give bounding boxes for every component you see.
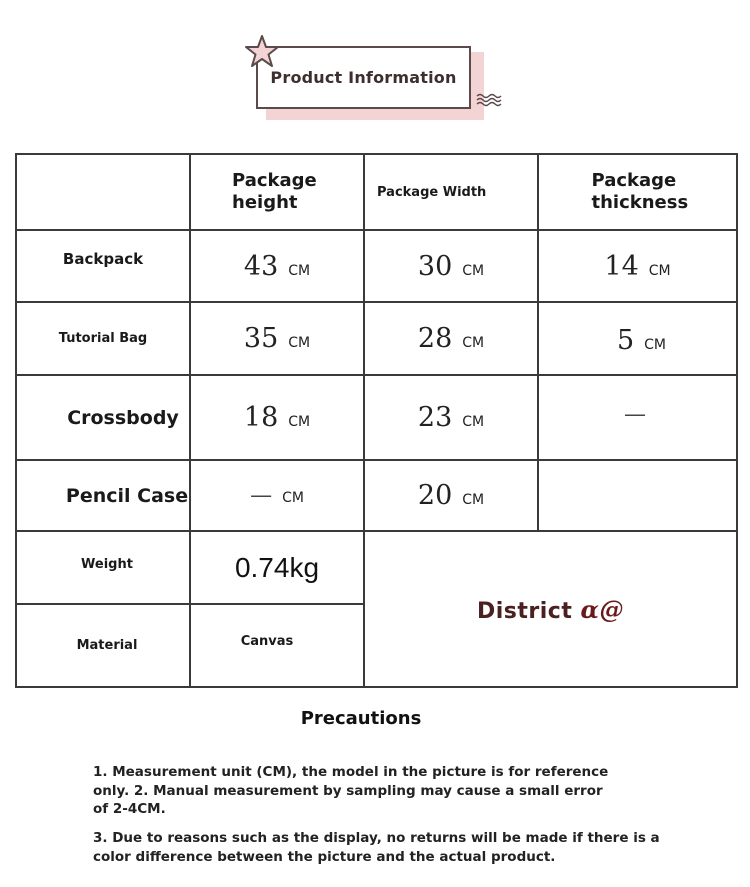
col-header-thickness: Package thickness: [591, 170, 689, 213]
page-title: Product Information: [270, 68, 457, 87]
precaution-note-2: 3. Due to reasons such as the display, no returns will be made if there is a color difference between the picture and the actual product.: [93, 830, 660, 865]
star-icon: [244, 34, 280, 70]
col-header-width: Package Width: [377, 184, 487, 200]
row-label-tutorial-bag: Tutorial Bag: [58, 331, 148, 346]
cell-tutorial-height: 35 CM: [243, 323, 311, 354]
size-table: [15, 153, 738, 688]
row-label-pencil-case: Pencil Case: [65, 484, 189, 507]
cell-pencil-width: 20 CM: [417, 480, 485, 511]
cell-crossbody-width: 23 CM: [417, 402, 485, 433]
cell-tutorial-thickness: 5 CM: [616, 325, 667, 356]
cell-crossbody-height: 18 CM: [243, 402, 311, 433]
badge-card: [256, 46, 471, 109]
cell-crossbody-thickness: —: [624, 402, 646, 427]
row-label-weight: Weight: [81, 557, 133, 572]
brand-name: District: [476, 598, 573, 624]
product-info-badge: [240, 30, 510, 126]
cell-backpack-height: 43 CM: [243, 250, 311, 282]
brand-mark: α@: [580, 594, 624, 624]
cell-weight-value: 0.74kg: [234, 551, 320, 583]
cell-pencil-thickness: [539, 461, 736, 530]
row-label-backpack: Backpack: [62, 250, 144, 268]
precautions-title: Precautions: [300, 708, 422, 729]
precaution-note-1: 1. Measurement unit (CM), the model in the picture is for reference only. 2. Manual measurement by sampling may cause a small error of 2-4CM.: [93, 764, 609, 817]
cell-tutorial-width: 28 CM: [417, 323, 485, 354]
wave-lines-icon: [476, 92, 504, 108]
cell-pencil-height: — CM: [250, 483, 304, 508]
cell-material-value: Canvas: [240, 634, 294, 649]
cell-backpack-thickness: 14 CM: [604, 250, 671, 282]
row-label-crossbody: Crossbody: [67, 406, 179, 429]
col-header-height: Package height: [232, 170, 317, 213]
row-label-material: Material: [76, 638, 138, 653]
cell-backpack-width: 30 CM: [417, 250, 485, 282]
brand-logo: [365, 532, 736, 686]
